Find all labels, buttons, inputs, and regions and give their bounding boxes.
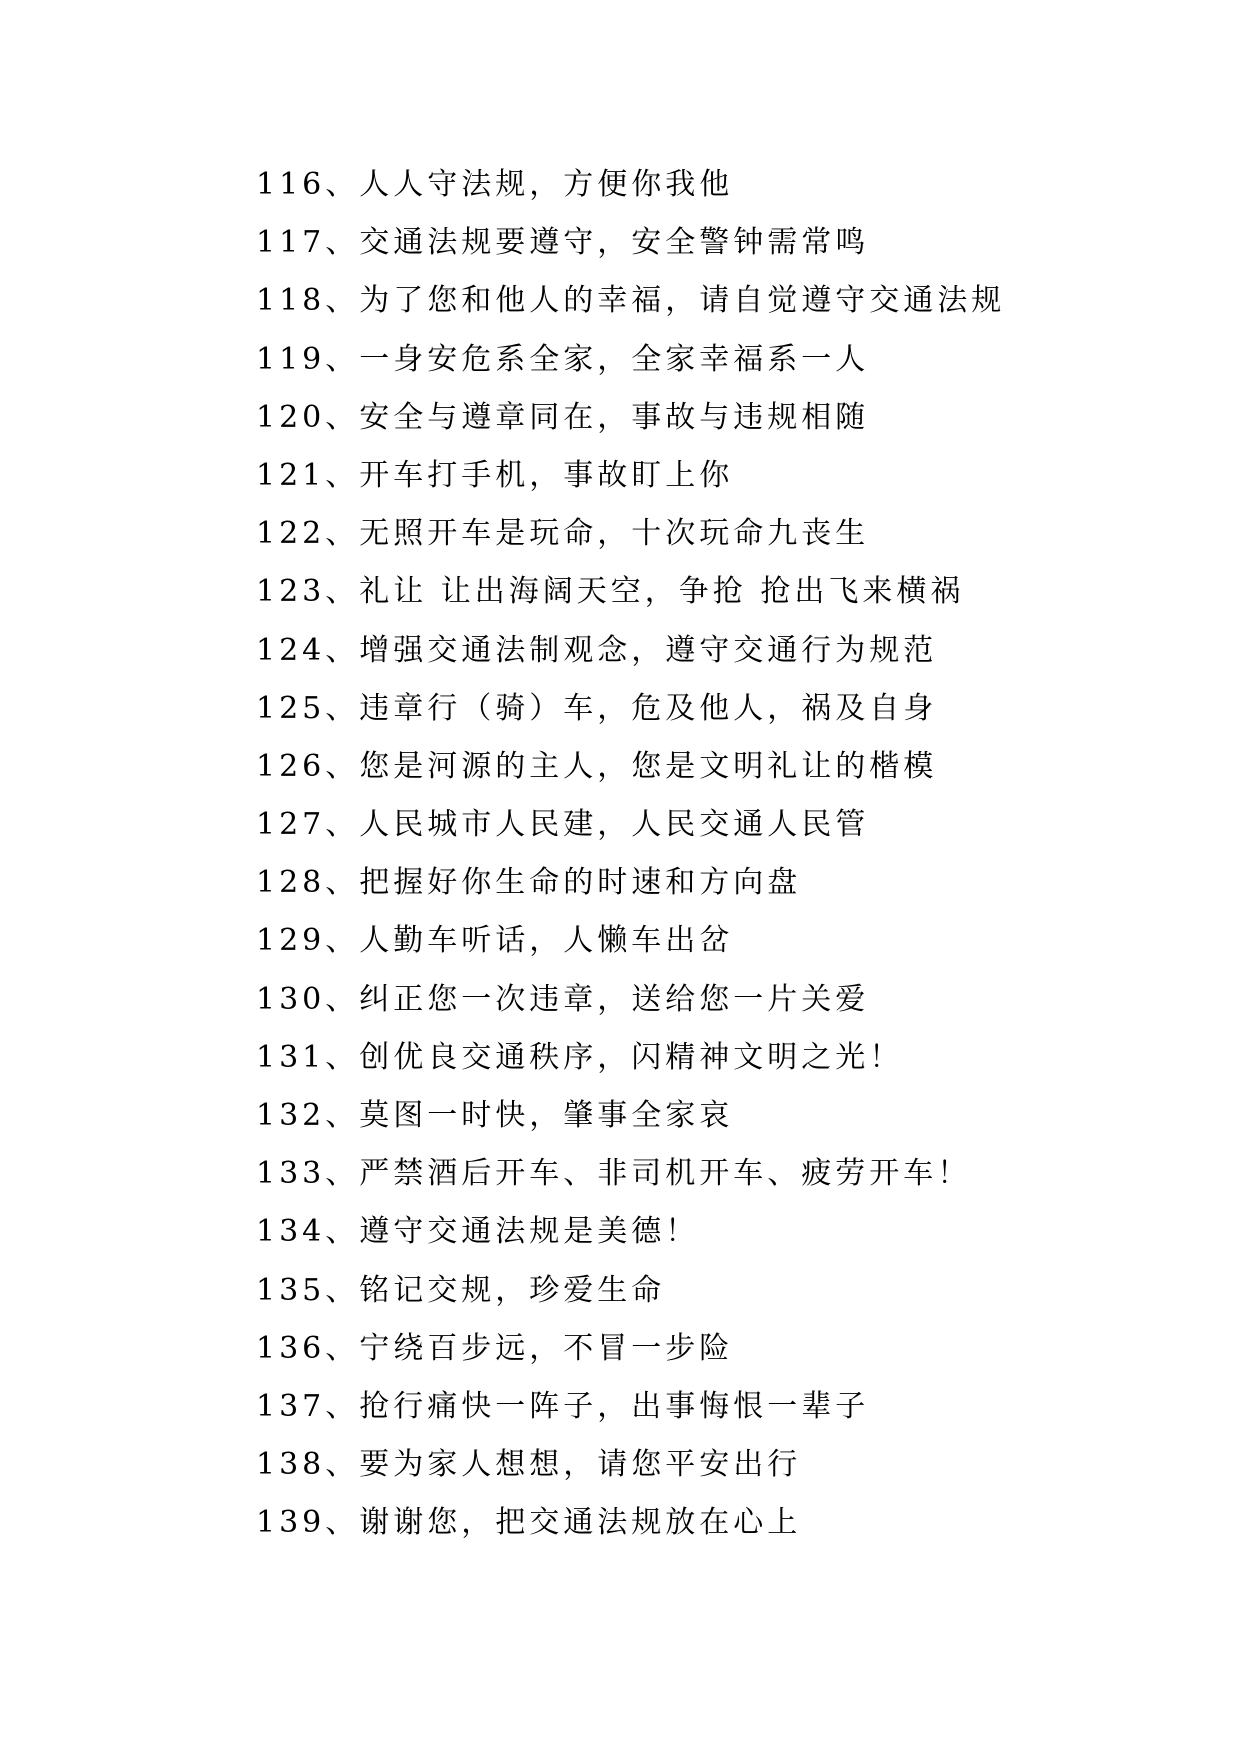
slogan-item: 134、遵守交通法规是美德！ xyxy=(256,1214,700,1250)
slogan-item: 139、谢谢您，把交通法规放在心上 xyxy=(256,1505,802,1541)
slogan-item: 130、纠正您一次违章，送给您一片关爱 xyxy=(256,981,870,1017)
slogan-item: 137、抢行痛快一阵子，出事悔恨一辈子 xyxy=(256,1388,870,1424)
slogan-item: 123、礼让 让出海阔天空，争抢 抢出飞来横祸 xyxy=(256,574,965,610)
slogan-item: 132、莫图一时快，肇事全家哀 xyxy=(256,1098,734,1133)
slogan-item: 127、人民城市人民建，人民交通人民管 xyxy=(256,807,870,843)
slogan-item: 126、您是河源的主人，您是文明礼让的楷模 xyxy=(256,748,938,784)
slogan-item: 131、创优良交通秩序，闪精神文明之光！ xyxy=(256,1039,904,1075)
slogan-item: 138、要为家人想想，请您平安出行 xyxy=(256,1447,802,1483)
slogan-item: 122、无照开车是玩命，十次玩命九丧生 xyxy=(256,516,870,552)
slogan-item: 118、为了您和他人的幸福，请自觉遵守交通法规 xyxy=(256,283,1006,319)
slogan-item: 121、开车打手机，事故盯上你 xyxy=(256,457,734,493)
slogan-item: 136、宁绕百步远，不冒一步险 xyxy=(256,1330,734,1366)
slogan-item: 117、交通法规要遵守，安全警钟需常鸣 xyxy=(256,225,870,261)
slogan-item: 133、严禁酒后开车、非司机开车、疲劳开车！ xyxy=(256,1156,972,1192)
slogan-item: 135、铭记交规，珍爱生命 xyxy=(256,1272,666,1308)
slogan-item: 124、增强交通法制观念，遵守交通行为规范 xyxy=(256,632,938,668)
slogan-item: 119、一身安危系全家，全家幸福系一人 xyxy=(256,341,870,377)
slogan-item: 128、把握好你生命的时速和方向盘 xyxy=(256,865,802,901)
slogan-item: 116、人人守法规，方便你我他 xyxy=(256,167,734,202)
slogan-item: 125、违章行（骑）车，危及他人，祸及自身 xyxy=(256,690,938,726)
slogan-item: 129、人勤车听话，人懒车出岔 xyxy=(256,923,734,959)
slogan-list xyxy=(256,156,1005,1553)
slogan-item: 120、安全与遵章同在，事故与违规相随 xyxy=(256,399,870,435)
